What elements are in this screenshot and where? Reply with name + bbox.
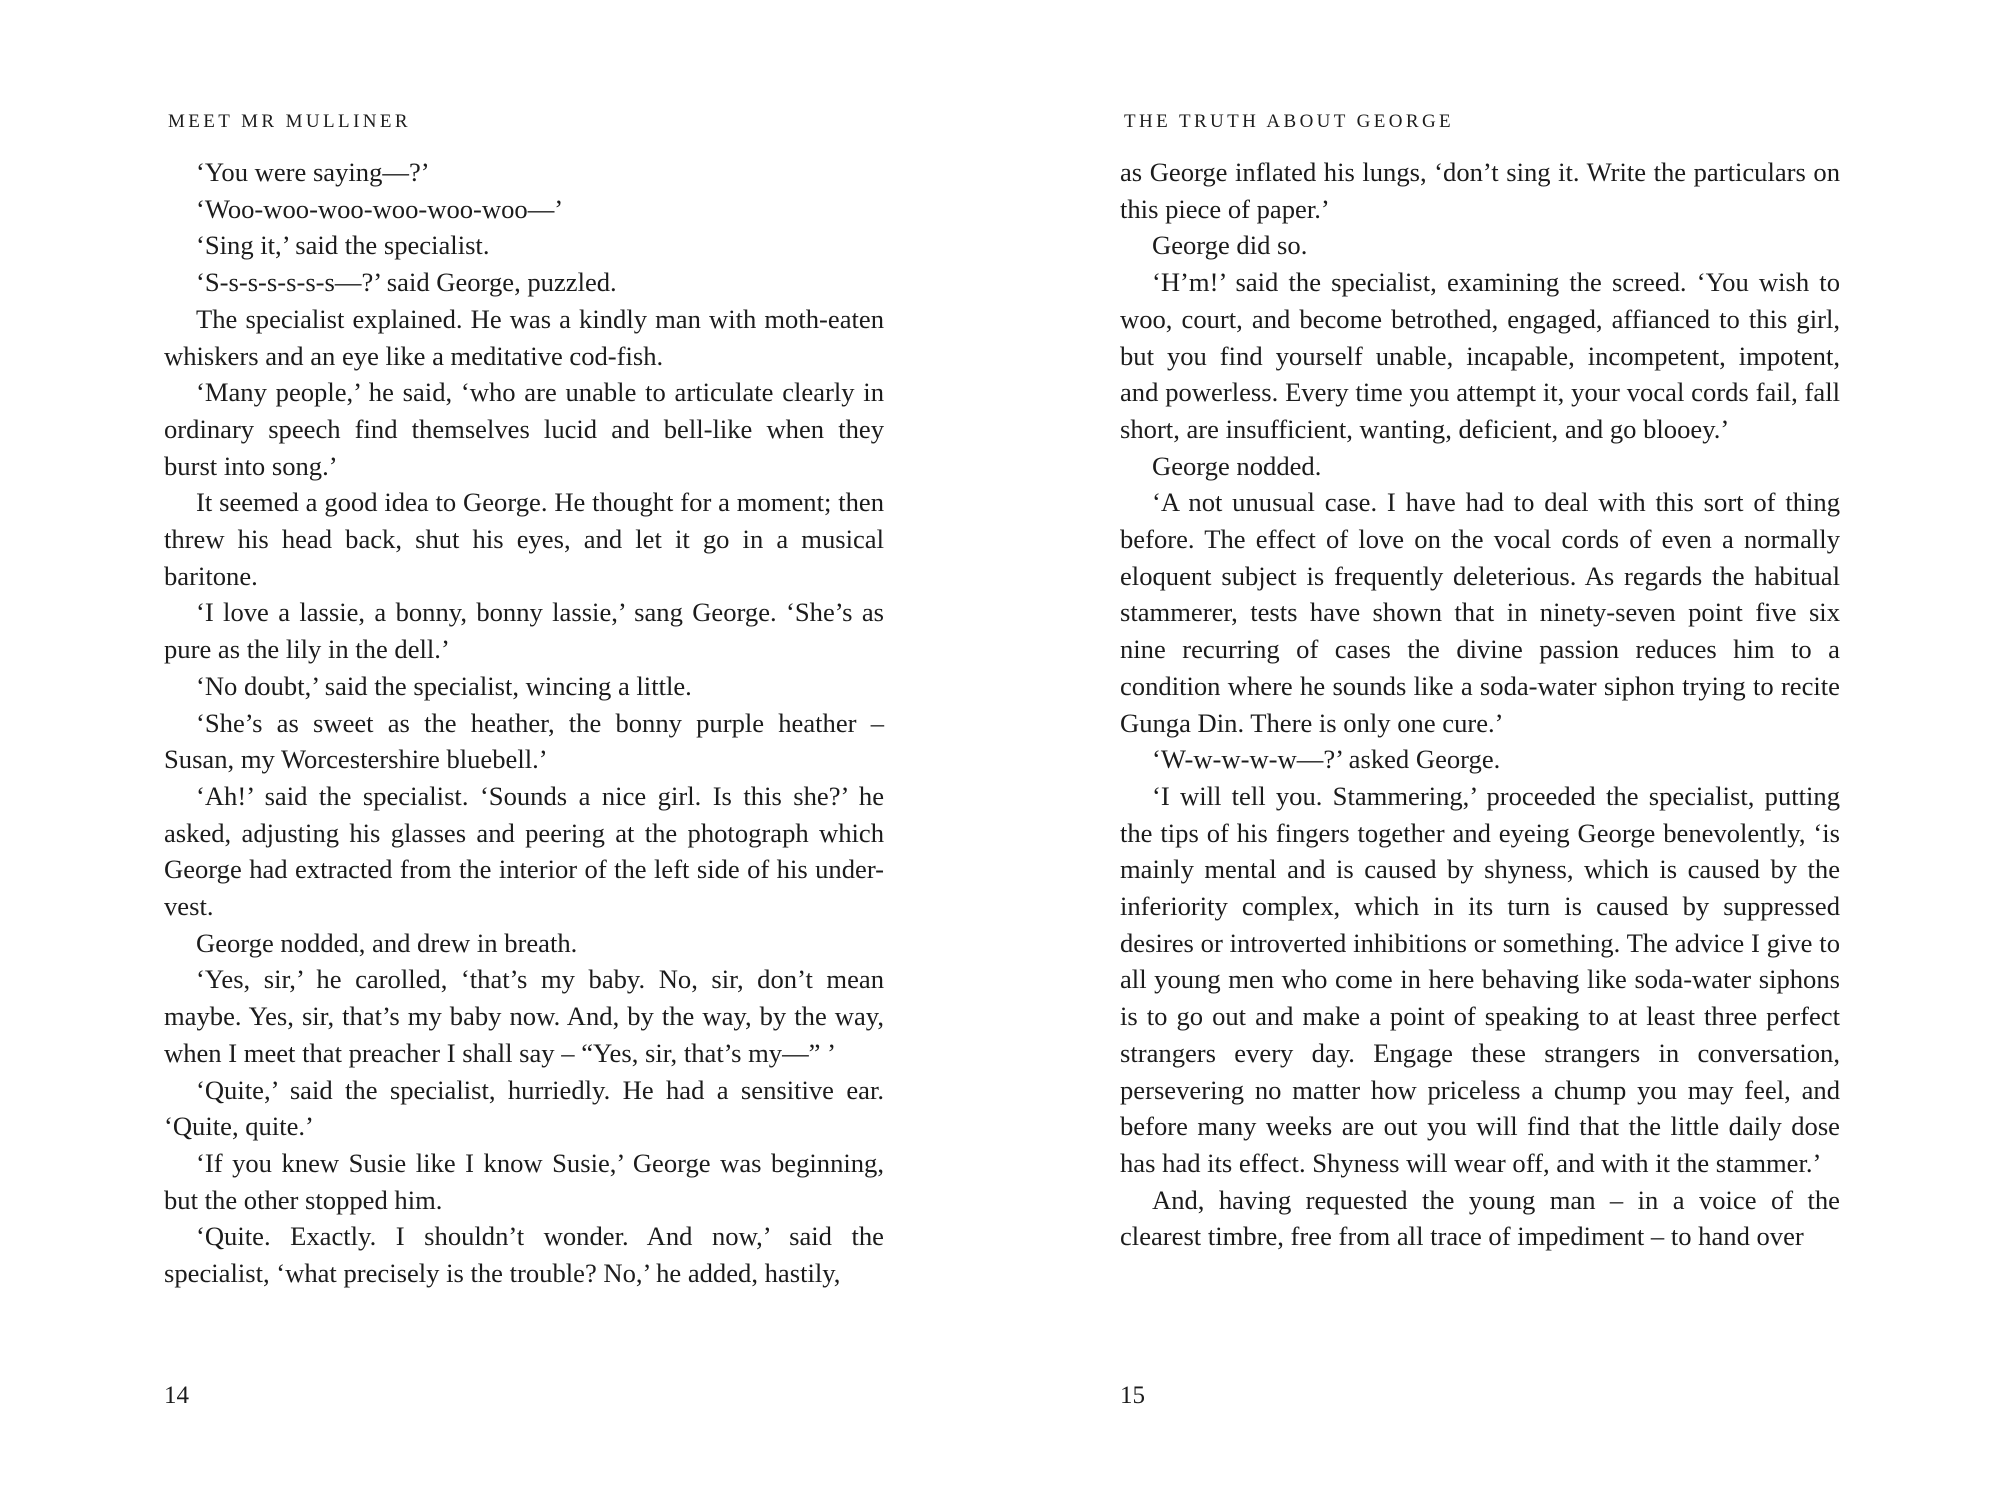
paragraph: ‘Ah!’ said the specialist. ‘Sounds a nice girl. Is this she?’ he asked, adjusting his glasses and peering at the photograph which George had extracted from the interior of the left side of his under-vest. xyxy=(164,780,884,922)
page-number-left: 14 xyxy=(164,1382,189,1409)
paragraph: ‘Woo-woo-woo-woo-woo-woo—’ xyxy=(196,193,564,224)
paragraph: ‘A not unusual case. I have had to deal with this sort of thing before. The effect of love on the vocal cords of even a normally eloquent subject is frequently deleterious. As regards the habitual stammerer, tests have shown that in ninety-seven point five six nine recurring of cases the divine passion reduces him to a condition where he sounds like a soda-water siphon trying to recite Gunga Din. There is only one cure.’ xyxy=(1120,487,1840,738)
running-head-right: THE TRUTH ABOUT GEORGE xyxy=(1124,111,1455,132)
paragraph: It seemed a good idea to George. He thought for a moment; then threw his head back, shut his eyes, and let it go in a musical baritone. xyxy=(164,487,884,591)
paragraph: ‘She’s as sweet as the heather, the bonny purple heather – Susan, my Worcestershire bluebell.’ xyxy=(164,707,884,775)
paragraph: ‘I will tell you. Stammering,’ proceeded the specialist, putting the tips of his fingers together and eyeing George benevolently, ‘is mainly mental and is caused by shyness, which is caused by the inferiority complex, which in its turn is caused by suppressed desires or introverted inhibitions or something. The advice I give to all young men who come in here behaving like soda-water siphons is to go out and make a point of speaking to at least three perfect strangers every day. Engage these strangers in conversation, persevering no matter how priceless a chump you may feel, and before many weeks are out you will find that the little daily dose has had its effect. Shyness will wear off, and with it the stammer.’ xyxy=(1120,780,1840,1178)
paragraph: ‘You were saying—?’ xyxy=(196,157,430,187)
paragraph: The specialist explained. He was a kindly man with moth-eaten whiskers and an eye like a meditative cod-fish. xyxy=(164,303,884,371)
paragraph: ‘H’m!’ said the specialist, examining the screed. ‘You wish to woo, court, and become betrothed, engaged, affianced to this girl, but you find yourself unable, incapable, incompetent, impotent, and powerless. Every time you attempt it, your vocal cords fail, fall short, are insufficient, wanting, deficient, and go blooey.’ xyxy=(1120,267,1840,444)
left-page xyxy=(164,0,884,1485)
paragraph: And, having requested the young man – in a voice of the clearest timbre, free from all trace of impediment – to hand over xyxy=(1120,1184,1840,1252)
paragraph: George did so. xyxy=(1152,230,1308,261)
right-page-text xyxy=(1120,154,1840,1255)
left-page-text xyxy=(164,154,884,1292)
paragraph: ‘Many people,’ he said, ‘who are unable to articulate clearly in ordinary speech find themselves lucid and bell-like when they burst into song.’ xyxy=(164,377,884,481)
paragraph: ‘Yes, sir,’ he carolled, ‘that’s my baby. No, sir, don’t mean maybe. Yes, sir, that’s my baby now. And, by the way, by the way, when I meet that preacher I shall say – “Yes, sir, that’s my—” ’ xyxy=(164,964,884,1068)
paragraph: George nodded, and drew in breath. xyxy=(196,927,578,958)
paragraph: ‘I love a lassie, a bonny, bonny lassie,’ sang George. ‘She’s as pure as the lily in the dell.’ xyxy=(164,597,884,665)
paragraph: ‘W-w-w-w-w—?’ asked George. xyxy=(1152,744,1501,775)
continuation-paragraph: as George inflated his lungs, ‘don’t sing it. Write the particulars on this piece of paper.’ xyxy=(1120,157,1840,224)
paragraph: George nodded. xyxy=(1152,450,1322,481)
paragraph: ‘S-s-s-s-s-s-s—?’ said George, puzzled. xyxy=(196,267,617,298)
paragraph: ‘Sing it,’ said the specialist. xyxy=(196,230,490,261)
running-head-left: MEET MR MULLINER xyxy=(168,111,411,132)
paragraph: ‘No doubt,’ said the specialist, wincing a little. xyxy=(196,670,692,701)
paragraph: ‘Quite,’ said the specialist, hurriedly. He had a sensitive ear. ‘Quite, quite.’ xyxy=(164,1074,884,1142)
right-page xyxy=(1120,0,1840,1485)
paragraph: ‘If you knew Susie like I know Susie,’ George was beginning, but the other stopped him. xyxy=(164,1147,884,1215)
paragraph: ‘Quite. Exactly. I shouldn’t wonder. And now,’ said the specialist, ‘what precisely is the trouble? No,’ he added, hastily, xyxy=(164,1221,884,1289)
page-number-right: 15 xyxy=(1120,1382,1145,1409)
